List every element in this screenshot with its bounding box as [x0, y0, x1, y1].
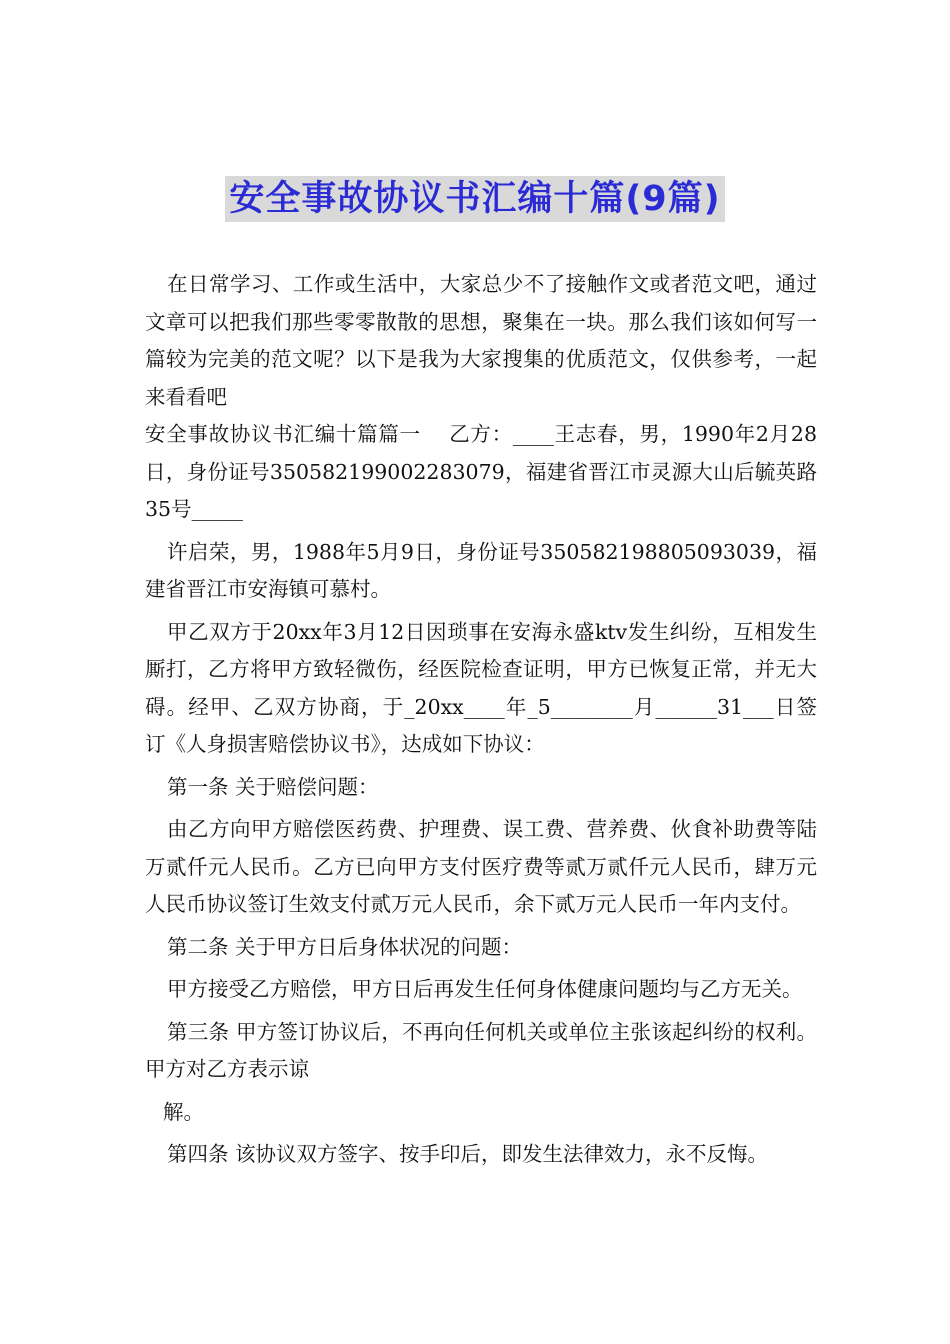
article-2-heading: 第二条 关于甲方日后身体状况的问题： — [167, 934, 523, 959]
article-3-body: 第三条 甲方签订协议后，不再向任何机关或单位主张该起纠纷的权利。甲方对乙方表示谅 — [145, 1019, 817, 1081]
article-4-body: 第四条 该协议双方签字、按手印后，即发生法律效力，永不反悔。 — [167, 1142, 769, 1166]
article-3-continuation: 解。 — [163, 1099, 204, 1124]
paragraph-incident: 甲乙双方于20xx年3月12日因琐事在安海永盛ktv发生纠纷，互相发生厮打，乙方将甲方致轻微伤，经医院检查证明，甲方已恢复正常，并无大碍。经甲、乙双方协商，于_20xx____年_5________月______31___日签订《人身损害赔偿协议书》，达成如下协议： — [145, 619, 817, 756]
document-title: 安全事故协议书汇编十篇(9篇) — [225, 176, 724, 222]
paragraph-party-b: 安全事故协议书汇编十篇篇一 乙方：____王志春，男，1990年2月28日，身份证号350582199002283079，福建省晋江市灵源大山后毓英路35号_____ — [145, 422, 817, 521]
article-1-heading: 第一条 关于赔偿问题： — [167, 774, 379, 799]
paragraph-intro: 在日常学习、工作或生活中，大家总少不了接触作文或者范文吧，通过文章可以把我们那些零零散散的思想，聚集在一块。那么我们该如何写一篇较为完美的范文呢？以下是我为大家搜集的优质范文，仅供参考，一起来看看吧 — [145, 272, 817, 409]
article-2-body: 甲方接受乙方赔偿，甲方日后再发生任何身体健康问题均与乙方无关。 — [167, 977, 803, 1001]
document-body — [145, 266, 817, 1174]
paragraph-party-a: 许启荣，男，1988年5月9日，身份证号350582198805093039，福建省晋江市安海镇可慕村。 — [145, 539, 817, 601]
article-1-body: 由乙方向甲方赔偿医药费、护理费、误工费、营养费、伙食补助费等陆万贰仟元人民币。乙方已向甲方支付医疗费等贰万贰仟元人民币，肆万元人民币协议签订生效支付贰万元人民币，余下贰万元人民币一年内支付。 — [145, 817, 817, 916]
title-container — [0, 176, 950, 222]
